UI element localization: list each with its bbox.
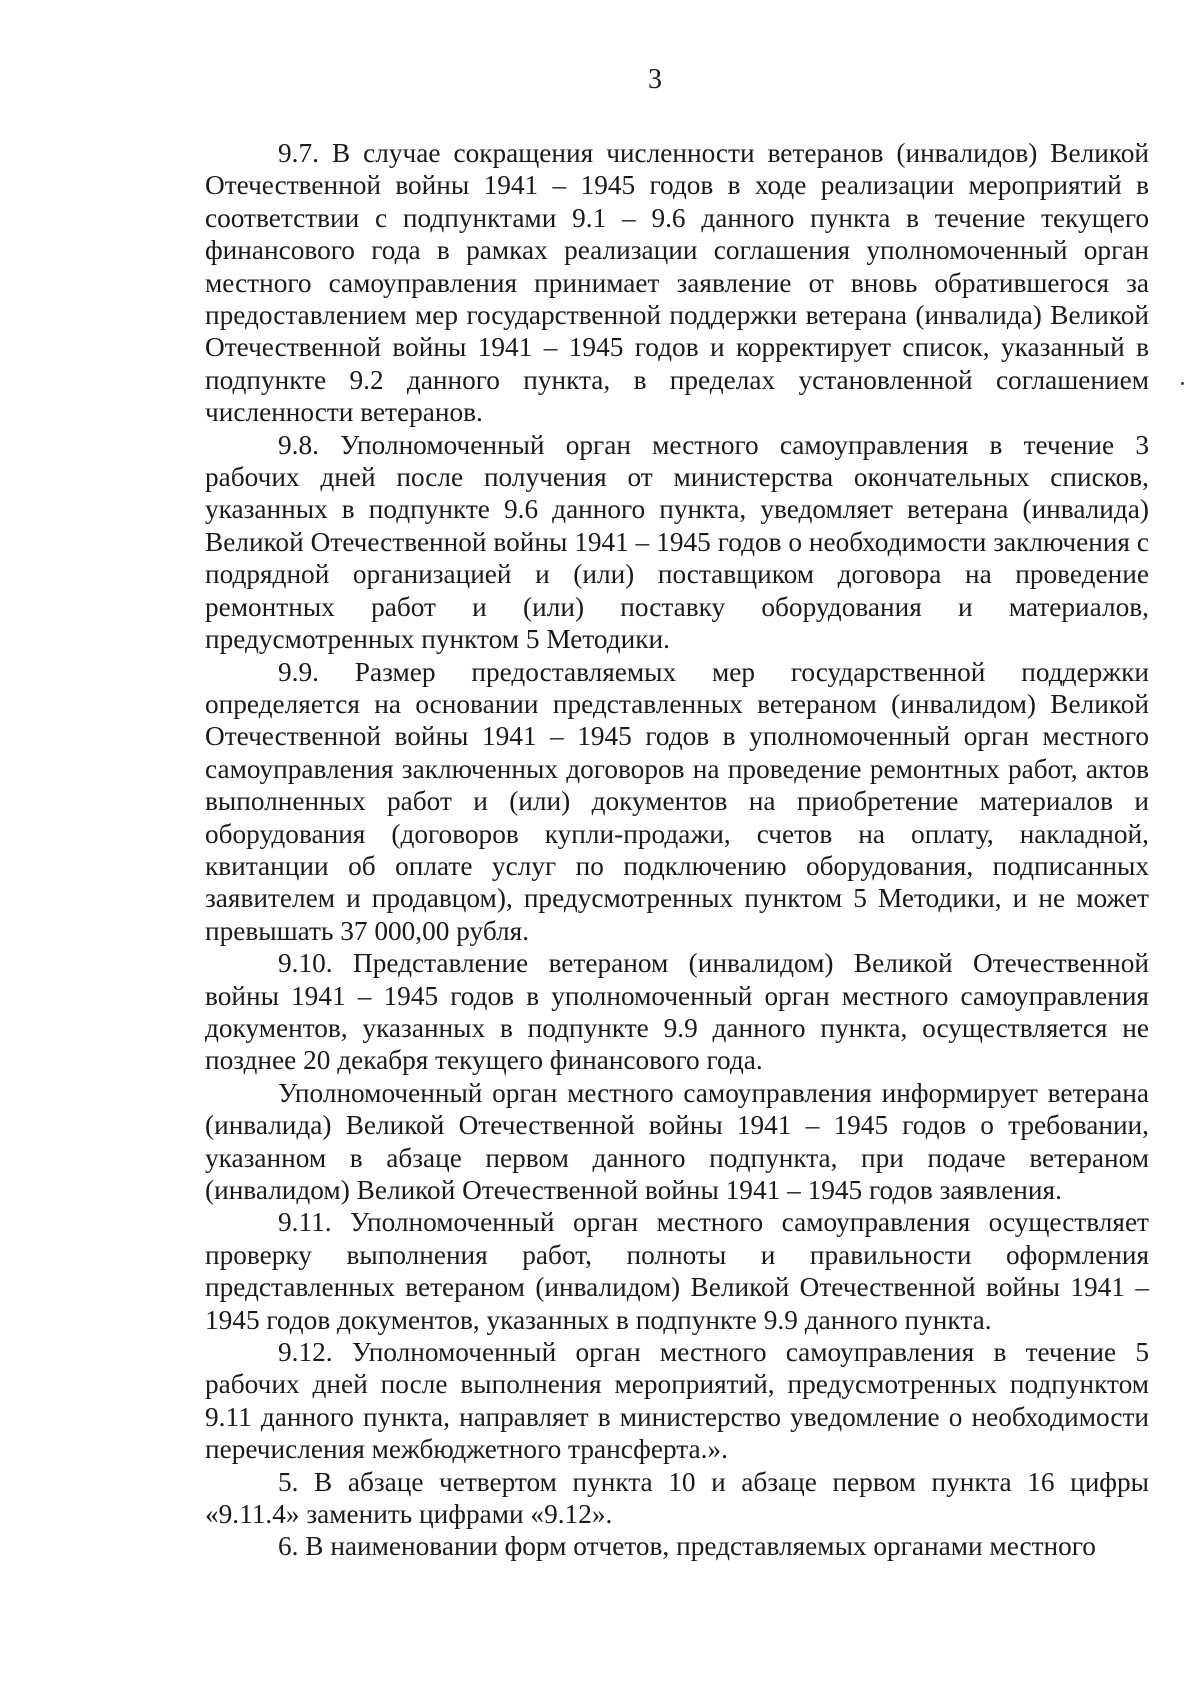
paragraph-9-10-informing: Уполномоченный орган местного самоуправления информирует ветерана (инвалида) Великой Отечественной войны 1941 – 1945 годов о требовании, указанном в абзаце первом данного подпункта, при подаче ветераном (инвалидом) Великой Отечественной войны 1941 – 1945 годов заявления. <box>205 1077 1149 1205</box>
document-body <box>205 137 1149 1563</box>
scan-speck <box>1181 382 1184 385</box>
page-number: 3 <box>648 64 662 95</box>
paragraph-9-11: 9.11. Уполномоченный орган местного самоуправления осуществляет проверку выполнения работ, полноты и правильности оформления представленных ветераном (инвалидом) Великой Отечественной войны 1941 – 1945 годов документов, указанных в подпункте 9.9 данного пункта. <box>205 1207 1149 1335</box>
paragraph-9-8: 9.8. Уполномоченный орган местного самоуправления в течение 3 рабочих дней после получения от министерства окончательных списков, указанных в подпункте 9.6 данного пункта, уведомляет ветерана (инвалида) Великой Отечественной войны 1941 – 1945 годов о необходимости заключения с подрядной организацией и (или) поставщиком договора на проведение ремонтных работ и (или) поставку оборудования и материалов, предусмотренных пунктом 5 Методики. <box>205 429 1149 655</box>
paragraph-item-6: 6. В наименовании форм отчетов, представляемых органами местного <box>278 1531 1096 1562</box>
paragraph-9-10: 9.10. Представление ветераном (инвалидом) Великой Отечественной войны 1941 – 1945 годов в уполномоченный орган местного самоуправления документов, указанных в подпункте 9.9 данного пункта, осуществляется не позднее 20 декабря текущего финансового года. <box>205 948 1149 1076</box>
paragraph-9-12: 9.12. Уполномоченный орган местного самоуправления в течение 5 рабочих дней после выполнения мероприятий, предусмотренных подпунктом 9.11 данного пункта, направляет в министерство уведомление о необходимости перечисления межбюджетного трансферта.». <box>205 1337 1149 1465</box>
paragraph-item-5: 5. В абзаце четвертом пункта 10 и абзаце первом пункта 16 цифры «9.11.4» заменить цифрами «9.12». <box>205 1466 1149 1530</box>
paragraph-9-9: 9.9. Размер предоставляемых мер государственной поддержки определяется на основании представленных ветераном (инвалидом) Великой Отечественной войны 1941 – 1945 годов в уполномоченный орган местного самоуправления заключенных договоров на проведение ремонтных работ, актов выполненных работ и (или) документов на приобретение материалов и оборудования (договоров купли-продажи, счетов на оплату, накладной, квитанции об оплате услуг по подключению оборудования, подписанных заявителем и продавцом), предусмотренных пунктом 5 Методики, и не может превышать 37 000,00 рубля. <box>205 656 1149 946</box>
paragraph-9-7: 9.7. В случае сокращения численности ветеранов (инвалидов) Великой Отечественной войны 1941 – 1945 годов в ходе реализации мероприятий в соответствии с подпунктами 9.1 – 9.6 данного пункта в течение текущего финансового года в рамках реализации соглашения уполномоченный орган местного самоуправления принимает заявление от вновь обратившегося за предоставлением мер государственной поддержки ветерана (инвалида) Великой Отечественной войны 1941 – 1945 годов и корректирует список, указанный в подпункте 9.2 данного пункта, в пределах установленной соглашением численности ветеранов. <box>205 138 1149 428</box>
